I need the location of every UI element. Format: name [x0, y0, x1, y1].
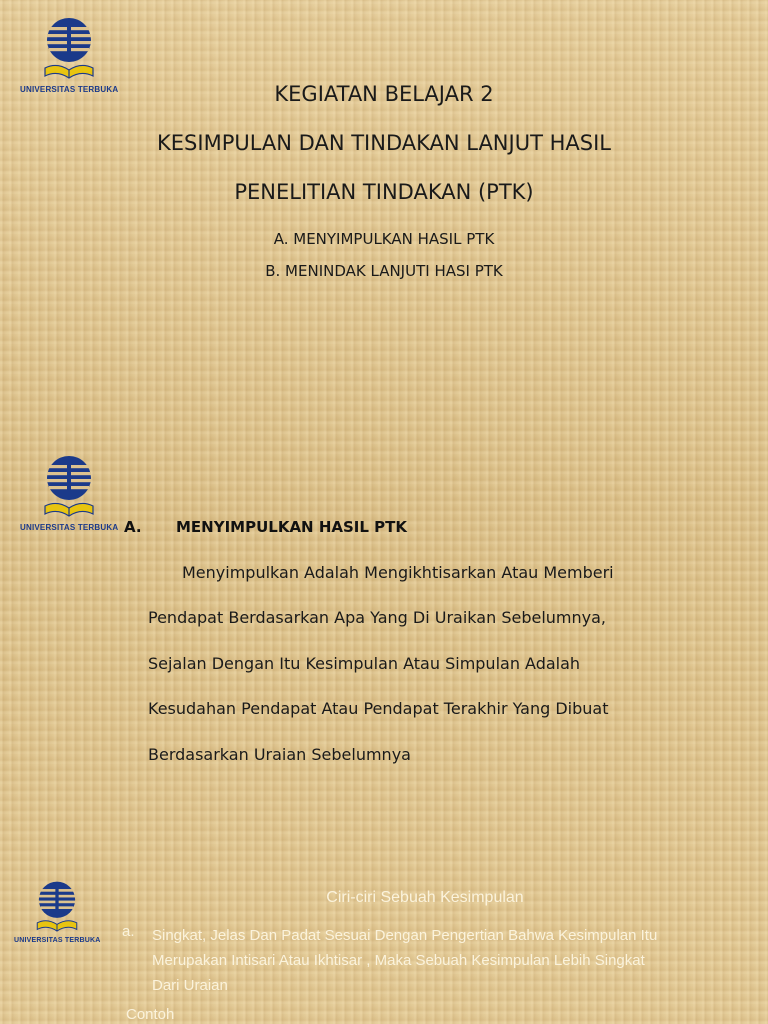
logo-caption: UNIVERSITAS TERBUKA [14, 937, 101, 944]
list-item-line-3: Dari Uraian [152, 977, 228, 994]
list-item [122, 923, 732, 1003]
logo-caption: UNIVERSITAS TERBUKA [20, 85, 119, 94]
logo-caption: UNIVERSITAS TERBUKA [20, 523, 119, 532]
universitas-terbuka-logo-icon [39, 16, 99, 84]
body-line-4: Kesudahan Pendapat Atau Pendapat Terakhir Yang Dibuat [148, 699, 609, 718]
subtitle-b: B. MENINDAK LANJUTI HASI PTK [265, 262, 503, 280]
universitas-terbuka-logo-icon [39, 454, 99, 522]
slide-2 [0, 440, 768, 860]
body-line-5: Berdasarkan Uraian Sebelumnya [148, 745, 411, 764]
list-item-line-1: Singkat, Jelas Dan Padat Sesuai Dengan Pengertian Bahwa Kesimpulan Itu [152, 927, 658, 944]
body-line-2: Pendapat Berdasarkan Apa Yang Di Uraikan Sebelumnya, [148, 608, 606, 627]
section-heading: MENYIMPULKAN HASIL PTK [176, 518, 408, 536]
list-item-text [152, 923, 657, 998]
list-item-line-2: Merupakan Intisari Atau Ikhtisar , Maka Sebuah Kesimpulan Lebih Singkat [152, 952, 645, 969]
slide-title-line-3: PENELITIAN TINDAKAN (PTK) [234, 180, 534, 204]
slide-1 [0, 0, 768, 420]
university-logo [20, 454, 118, 532]
subtitle-a: A. MENYIMPULKAN HASIL PTK [273, 230, 495, 248]
contoh-label: Contoh [126, 1006, 175, 1023]
slide-3 [0, 862, 768, 1024]
body-line-3: Sejalan Dengan Itu Kesimpulan Atau Simpulan Adalah [148, 654, 581, 673]
slide-3-title: Ciri-ciri Sebuah Kesimpulan [326, 889, 524, 906]
section-marker: A. [124, 518, 142, 536]
body-line-1: Menyimpulkan Adalah Mengikhtisarkan Atau Memberi [182, 563, 614, 582]
slide-title-line-1: KEGIATAN BELAJAR 2 [274, 82, 494, 106]
slide-title-line-2: KESIMPULAN DAN TINDAKAN LANJUT HASIL [157, 131, 611, 155]
list-item-marker: a. [122, 923, 135, 940]
